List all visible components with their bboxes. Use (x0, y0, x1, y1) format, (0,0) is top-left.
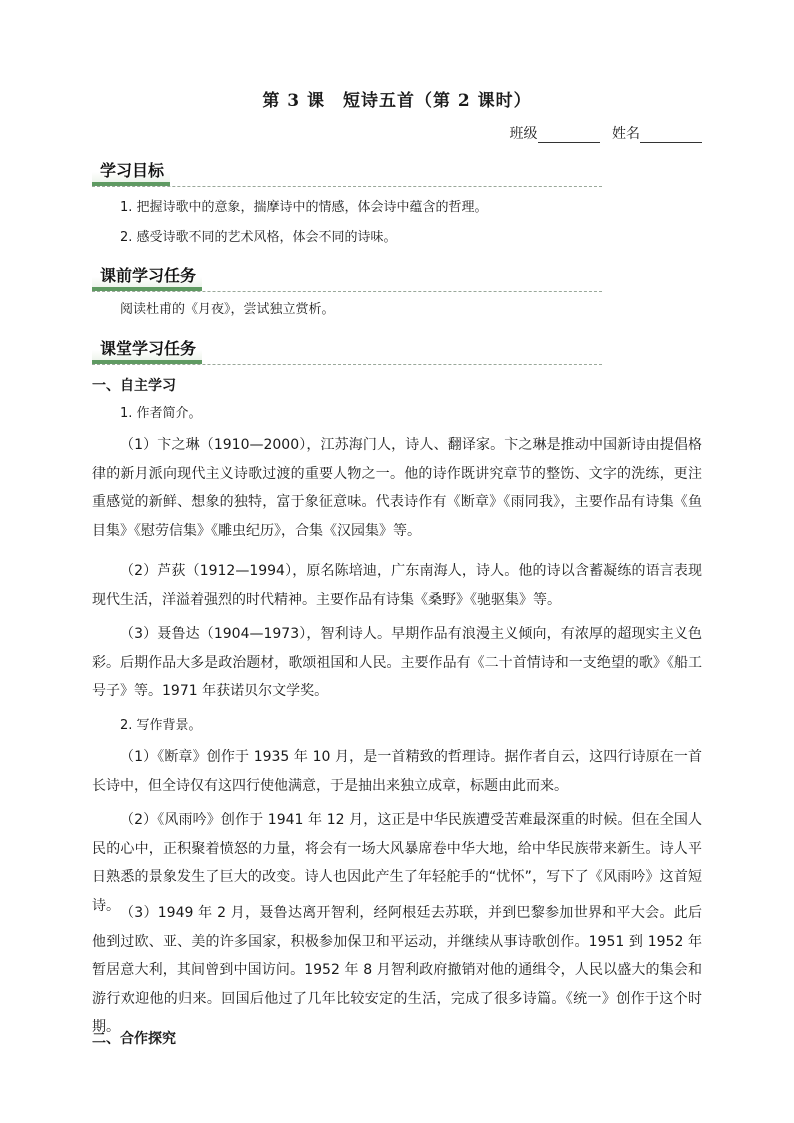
section-preclass (92, 265, 602, 292)
name-blank (640, 128, 702, 143)
class-label: 班级 (509, 126, 538, 142)
background-paragraph: （3）1949 年 2 月，聂鲁达离开智利，经阿根廷去苏联，并到巴黎参加世界和平大会。此后他到过欧、亚、美的许多国家，积极参加保卫和平运动，并继续从事诗歌创作。1951 到 1952 年暂居意大利，其间曾到中国访问。1952 年 8 月智利政府撤销对他的通缉令，人民以盛大的集会和游行欢迎他的归来。回国后他过了几年比较安定的生活，完成了很多诗篇。《统一》创作于这个时期。 (92, 905, 702, 1035)
goal-item: 1. 把握诗歌中的意象，揣摩诗中的情感，体会诗中蕴含的哲理。 (120, 200, 488, 215)
section-preclass-title: 课前学习任务 (92, 265, 202, 291)
part1-heading: 一、自主学习 (92, 378, 176, 394)
part2-heading: 二、合作探究 (92, 1031, 176, 1047)
background-heading: 2. 写作背景。 (120, 718, 202, 733)
page-title: 第 3 课 短诗五首（第 2 课时） (262, 91, 532, 111)
section-goals-title: 学习目标 (92, 160, 170, 186)
name-label: 姓名 (612, 126, 640, 142)
section-goals (92, 160, 602, 187)
section-inclass (92, 338, 602, 365)
class-name-line (510, 123, 702, 143)
background-paragraph: （1）《断章》创作于 1935 年 10 月，是一首精致的哲理诗。据作者自云，这四行诗原在一首长诗中，但全诗仅有这四行使他满意，于是抽出来独立成章，标题由此而来。 (92, 749, 702, 794)
author-paragraph: （1）卞之琳（1910—2000），江苏海门人，诗人、翻译家。卞之琳是推动中国新诗由提倡格律的新月派向现代主义诗歌过渡的重要人物之一。他的诗作既讲究章节的整饬、文字的洗练，更注重感觉的新鲜、想象的独特，富于象征意味。代表诗作有《断章》《雨同我》，主要作品有诗集《鱼目集》《慰劳信集》《雕虫纪历》，合集《汉园集》等。 (92, 437, 702, 539)
class-blank (538, 128, 600, 143)
goal-item: 2. 感受诗歌不同的艺术风格，体会不同的诗味。 (120, 230, 397, 245)
section-inclass-title: 课堂学习任务 (92, 338, 202, 364)
author-paragraph: （2）芦荻（1912—1994），原名陈培迪，广东南海人，诗人。他的诗以含蓄凝练的语言表现现代生活，洋溢着强烈的时代精神。主要作品有诗集《桑野》《驰驱集》等。 (92, 563, 702, 608)
background-paragraph: （2）《风雨吟》创作于 1941 年 12 月，这正是中华民族遭受苦难最深重的时候。但在全国人民的心中，正积聚着愤怒的力量，将会有一场大风暴席卷中华大地，给中华民族带来新生。诗人平日熟悉的景象发生了巨大的改变。诗人也因此产生了年轻舵手的“忧怀”，写下了《风雨吟》这首短诗。 (92, 812, 702, 914)
intro-heading: 1. 作者简介。 (120, 406, 202, 421)
author-paragraph: （3）聂鲁达（1904—1973），智利诗人。早期作品有浪漫主义倾向，有浓厚的超现实主义色彩。后期作品大多是政治题材，歌颂祖国和人民。主要作品有《二十首情诗和一支绝望的歌》《船工号子》等。1971 年获诺贝尔文学奖。 (92, 626, 702, 699)
preclass-text: 阅读杜甫的《月夜》，尝试独立赏析。 (120, 302, 335, 317)
